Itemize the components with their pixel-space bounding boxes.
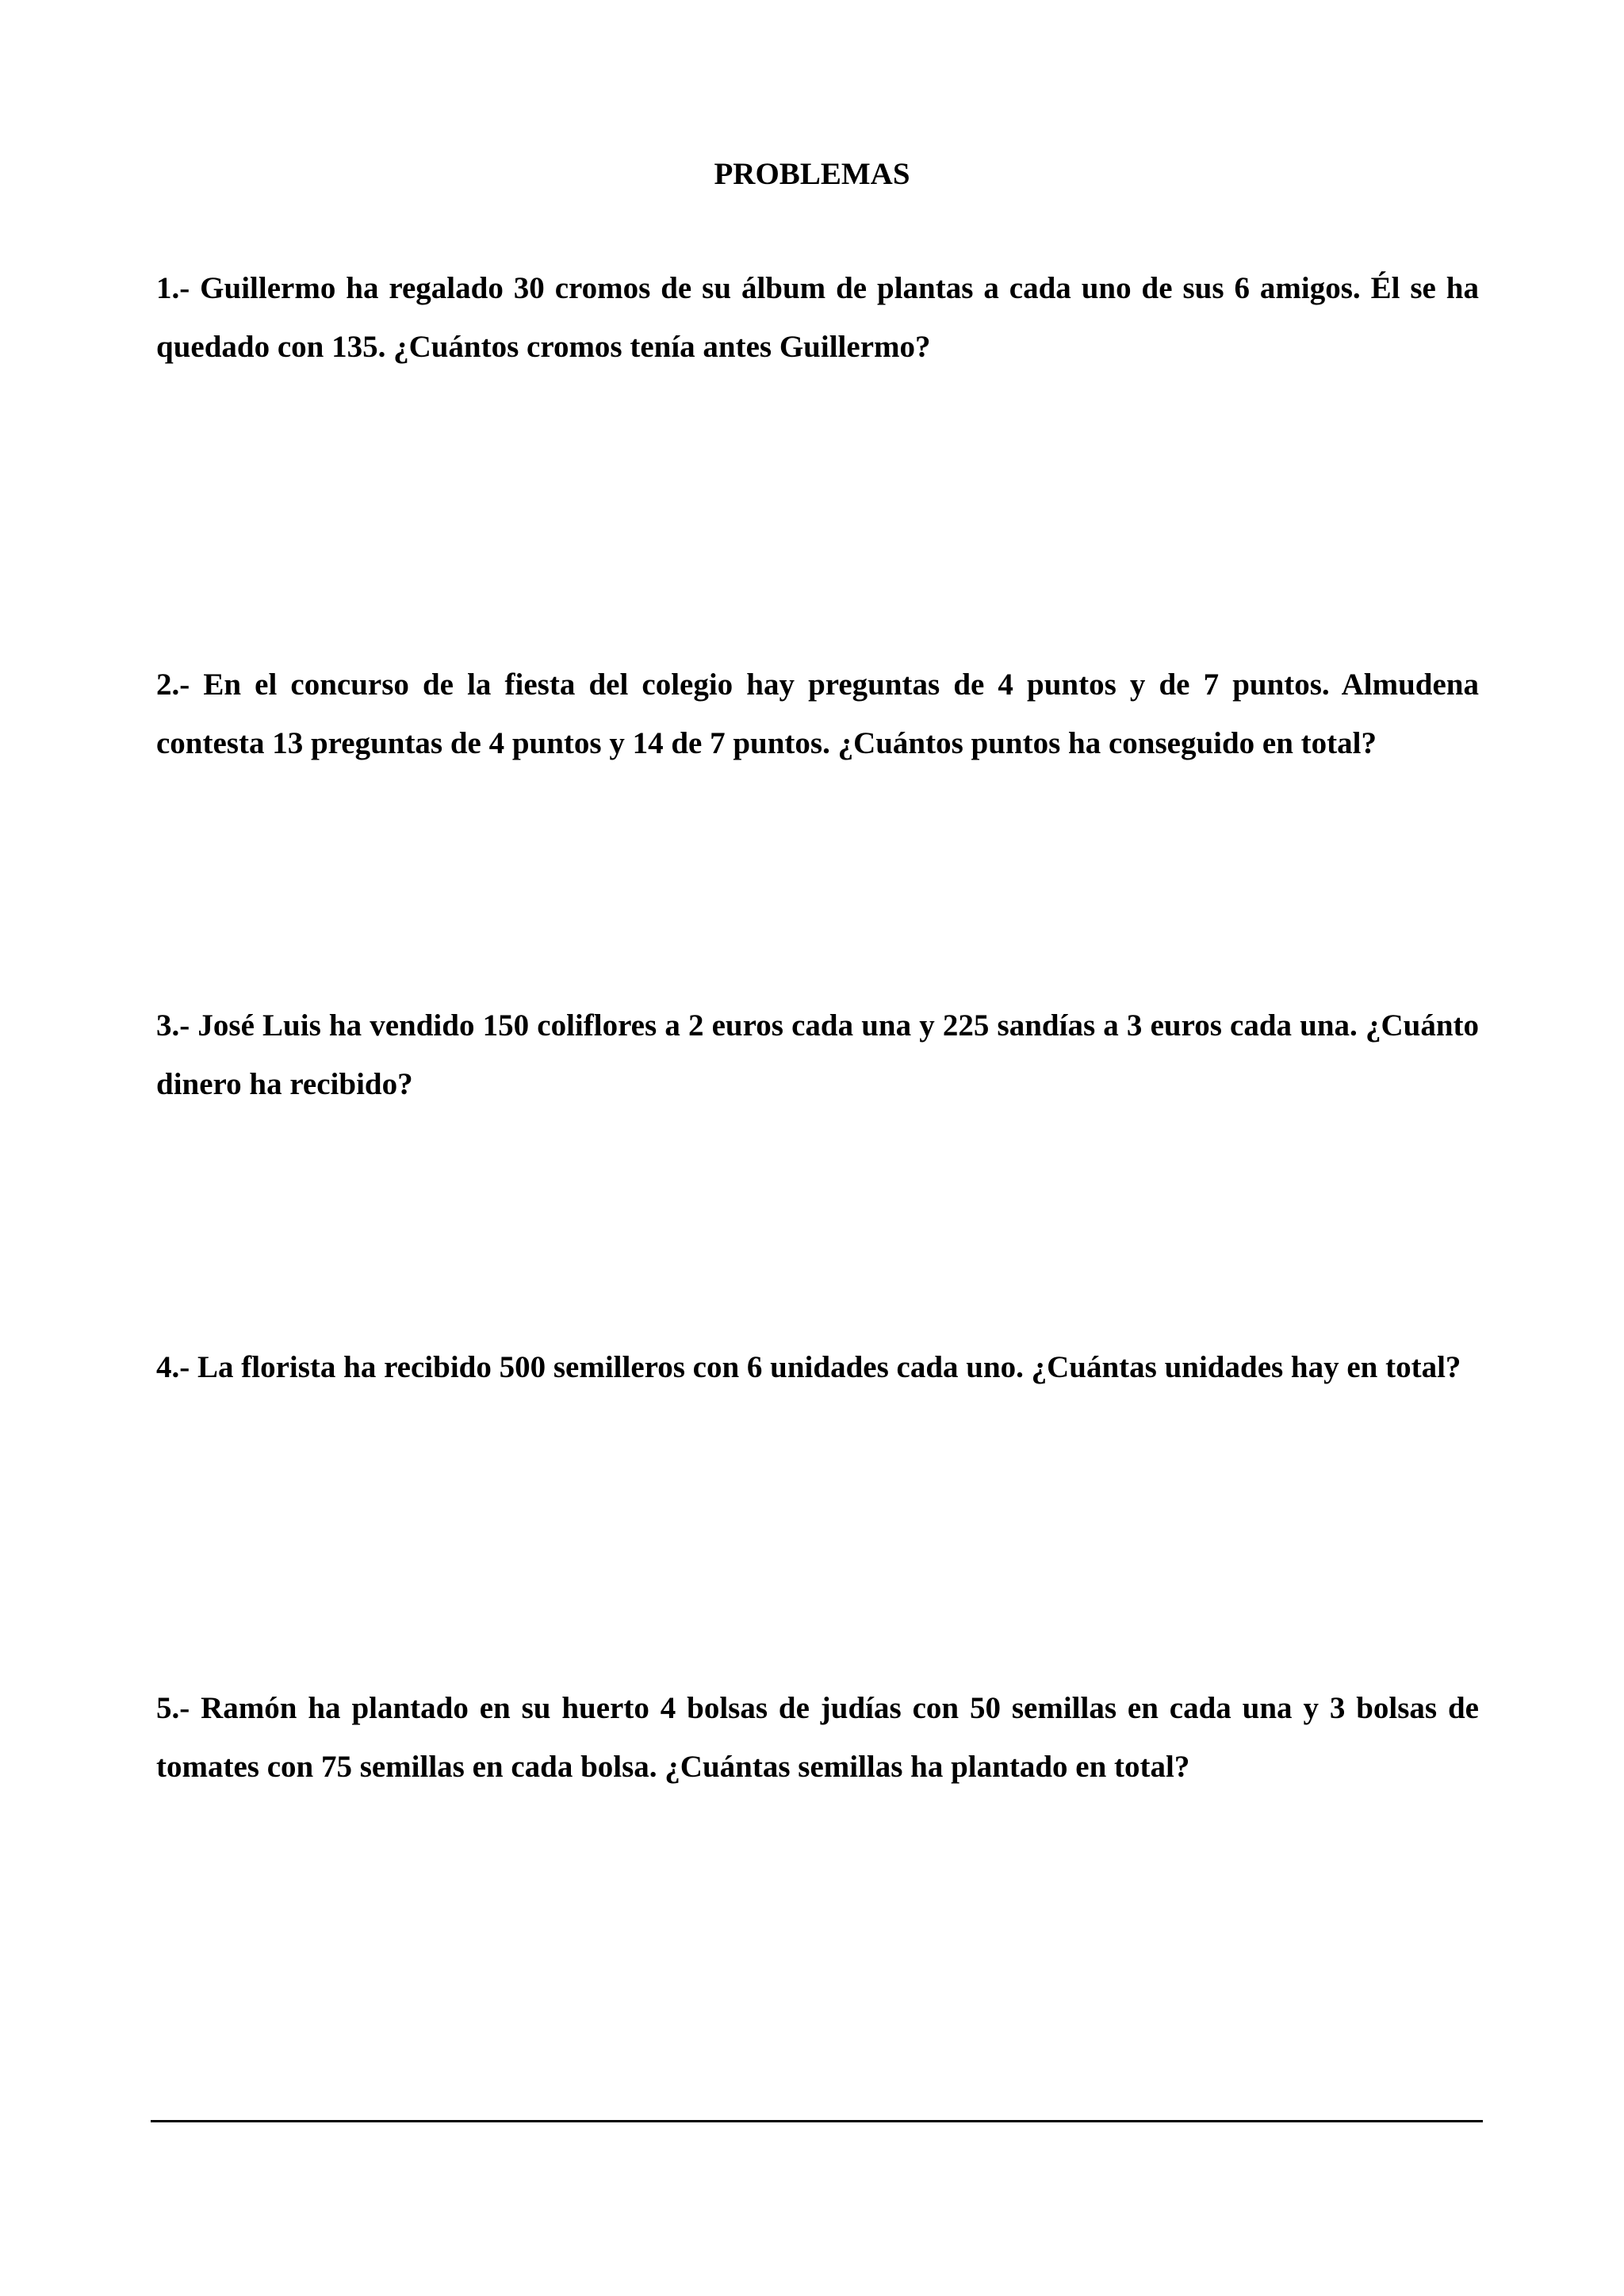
page-title: PROBLEMAS: [714, 157, 910, 191]
footer-divider: [151, 2120, 1483, 2122]
problem-4: 4.- La florista ha recibido 500 semilleros con 6 unidades cada uno. ¿Cuántas unidades hay en total?: [156, 1350, 1461, 1384]
problem-5: 5.- Ramón ha plantado en su huerto 4 bolsas de judías con 50 semillas en cada una y 3 bolsas de tomates con 75 semillas en cada bolsa. ¿Cuántas semillas ha plantado en total?: [156, 1691, 1479, 1784]
problem-3: 3.- José Luis ha vendido 150 coliflores a 2 euros cada una y 225 sandías a 3 euros cada una. ¿Cuánto dinero ha recibido?: [156, 1008, 1479, 1101]
problem-1: 1.- Guillermo ha regalado 30 cromos de su álbum de plantas a cada uno de sus 6 amigos. Él se ha quedado con 135. ¿Cuántos cromos tenía antes Guillermo?: [156, 271, 1479, 364]
problem-2: 2.- En el concurso de la fiesta del colegio hay preguntas de 4 puntos y de 7 puntos. Almudena contesta 13 preguntas de 4 puntos y 14 de 7 puntos. ¿Cuántos puntos ha conseguido en total?: [156, 668, 1479, 760]
